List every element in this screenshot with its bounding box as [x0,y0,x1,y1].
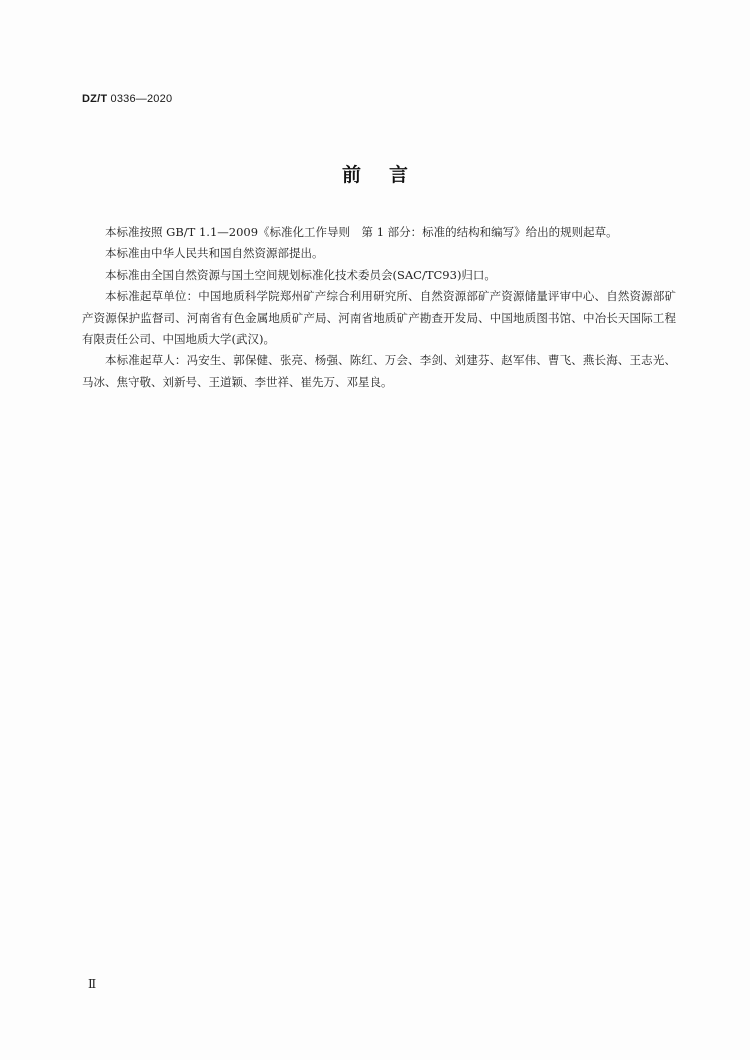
paragraph-committee: 本标准由全国自然资源与国土空间规划标准化技术委员会(SAC/TC93)归口。 [105,267,496,282]
standard-code-number: 0336—2020 [110,93,173,105]
page-number: Ⅱ [88,977,97,991]
paragraph-proposer: 本标准由中华人民共和国自然资源部提出。 [105,246,324,261]
standard-code [82,93,172,105]
paragraph-drafting-units: 本标准起草单位：中国地质科学院郑州矿产综合利用研究所、自然资源部矿产资源储量评审中心、自然资源部矿产资源保护监督司、河南省有色金属地质矿产局、河南省地质矿产勘查开发局、中国地质图书馆、中冶长天国际工程有限责任公司、中国地质大学(武汉)。 [82,289,676,347]
page-title: 前言 [341,164,436,186]
standard-code-prefix: DZ/T [82,93,108,105]
paragraph-drafting-rules: 本标准按照 GB/T 1.1—2009《标准化工作导则 第 1 部分：标准的结构和编写》给出的规则起草。 [105,225,618,239]
foreword-body [82,222,676,393]
paragraph-drafters: 本标准起草人：冯安生、郭保健、张亮、杨强、陈红、万会、李剑、刘建芬、赵军伟、曹飞、燕长海、王志光、马冰、焦守敬、刘新号、王道颖、李世祥、崔先万、邓星良。 [82,353,676,389]
